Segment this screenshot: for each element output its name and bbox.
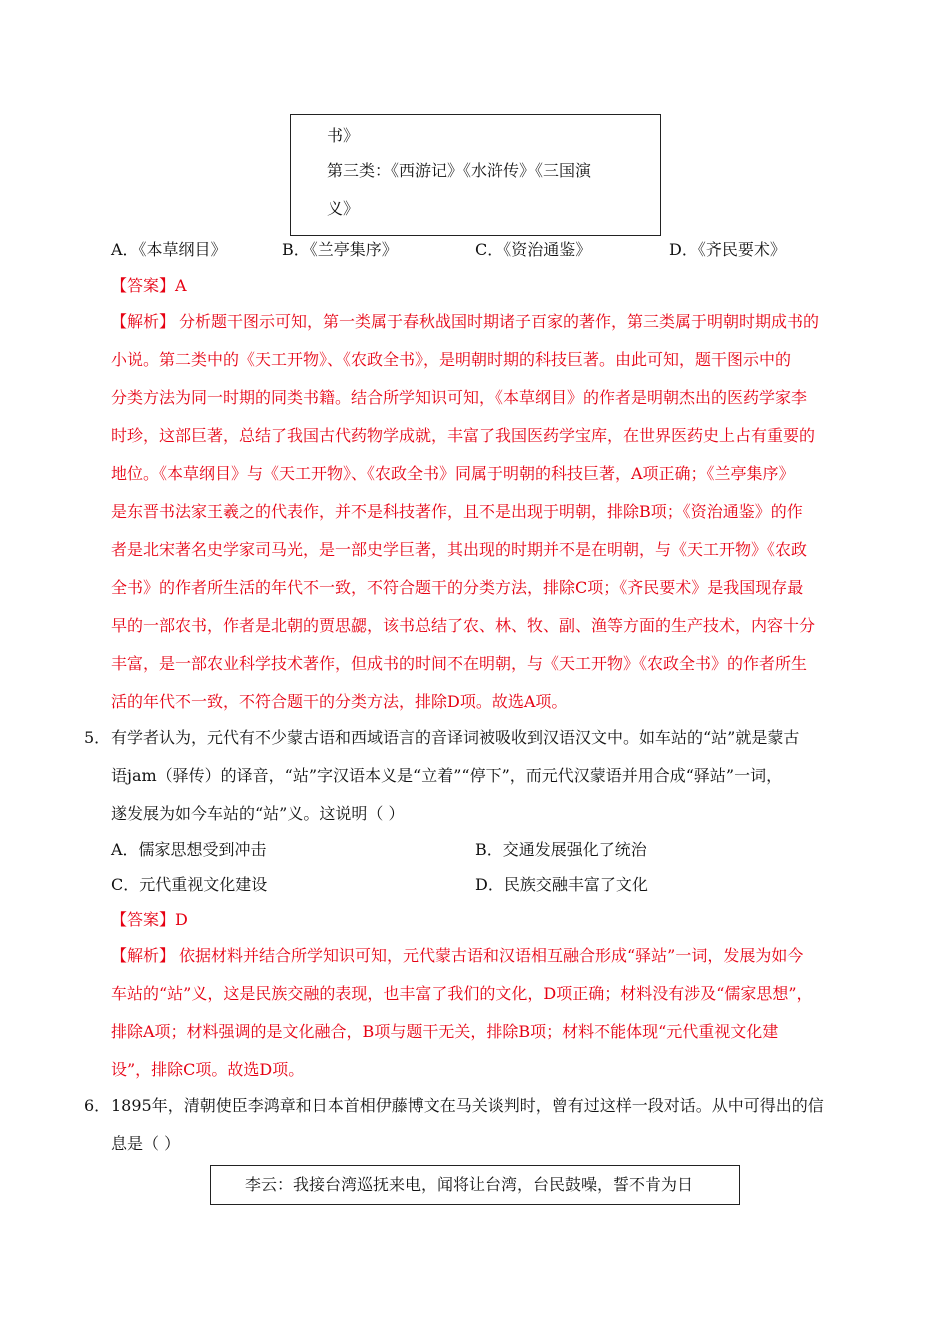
q6-material-box — [210, 1165, 740, 1205]
q4-analysis-line: 全书》的作者所生活的年代不一致，不符合题干的分类方法，排除C项；《齐民要术》是我国现存最 — [111, 578, 804, 597]
q4-answer: 【答案】A — [111, 276, 187, 295]
q4-analysis-line: 者是北宋著名史学家司马光，是一部史学巨著，其出现的时期并不是在明朝，与《天工开物》《农政 — [111, 540, 808, 559]
q4-analysis-line: 是东晋书法家王羲之的代表作，并不是科技著作，且不是出现于明朝，排除B项；《资治通鉴》的作 — [111, 502, 803, 521]
q5-analysis-label: 【解析】 — [111, 946, 176, 965]
q5-option-b: B．交通发展强化了统治 — [475, 840, 647, 859]
q6-box-line: 李云：我接台湾巡抚来电，闻将让台湾，台民鼓噪，誓不肯为日 — [245, 1175, 694, 1194]
q6-stem-line: 1895年，清朝使臣李鸿章和日本首相伊藤博文在马关谈判时，曾有过这样一段对话。从中可得出的信 — [111, 1096, 824, 1115]
q5-option-d: D．民族交融丰富了文化 — [475, 875, 648, 894]
q4-box-line: 书》 — [327, 126, 360, 145]
q4-box-line: 义》 — [327, 199, 360, 218]
q5-answer: 【答案】D — [111, 910, 188, 929]
q4-analysis-line: 地位。《本草纲目》与《天工开物》、《农政全书》同属于明朝的科技巨著，A项正确；《兰亭集序》 — [111, 464, 795, 483]
q4-analysis-line: 时珍，这部巨著，总结了我国古代药物学成就，丰富了我国医药学宝库，在世界医药史上占有重要的 — [111, 426, 816, 445]
q4-box-line: 第三类：《西游记》《水浒传》《三国演 — [327, 161, 592, 180]
q4-analysis-label: 【解析】 — [111, 312, 176, 331]
q4-analysis-line: 小说。第二类中的《天工开物》、《农政全书》，是明朝时期的科技巨著。由此可知，题干图示中的 — [111, 350, 792, 369]
q5-analysis-line: 依据材料并结合所学知识可知，元代蒙古语和汉语相互融合形成“驿站”一词，发展为如今 — [179, 946, 804, 965]
q5-option-c: C．元代重视文化建设 — [111, 875, 268, 894]
q5-analysis-line: 排除A项；材料强调的是文化融合，B项与题干无关，排除B项；材料不能体现“元代重视文化建 — [111, 1022, 779, 1041]
q4-option-d: D．《齐民要术》 — [669, 240, 786, 259]
q6-number: 6． — [84, 1096, 111, 1115]
q4-option-b: B．《兰亭集序》 — [282, 240, 398, 259]
q4-option-c: C．《资治通鉴》 — [475, 240, 592, 259]
q4-analysis-line: 分类方法为同一时期的同类书籍。结合所学知识可知，《本草纲目》的作者是明朝杰出的医药学家李 — [111, 388, 808, 407]
q5-analysis-line: 车站的“站”义，这是民族交融的表现，也丰富了我们的文化，D项正确；材料没有涉及“儒家思想”， — [111, 984, 813, 1003]
q4-analysis-line: 活的年代不一致，不符合题干的分类方法，排除D项。故选A项。 — [111, 692, 568, 711]
q5-stem-line: 语jam（驿传）的译音，“站”字汉语本义是“立着”“停下”，而元代汉蒙语并用合成“驿站”一词， — [111, 766, 783, 785]
q4-analysis-line: 早的一部农书，作者是北朝的贾思勰，该书总结了农、林、牧、副、渔等方面的生产技术，内容十分 — [111, 616, 816, 635]
q4-material-box — [290, 114, 661, 236]
q6-stem-line: 息是（ ） — [111, 1134, 181, 1153]
q5-number: 5． — [84, 728, 111, 747]
q5-analysis-line: 设”，排除C项。故选D项。 — [111, 1060, 305, 1079]
q4-option-a: A．《本草纲目》 — [111, 240, 227, 259]
q4-analysis-line: 分析题干图示可知，第一类属于春秋战国时期诸子百家的著作，第三类属于明朝时期成书的 — [179, 312, 820, 331]
q5-stem-line: 遂发展为如今车站的“站”义。这说明（ ） — [111, 804, 405, 823]
q5-option-a: A．儒家思想受到冲击 — [111, 840, 267, 859]
q5-stem-line: 有学者认为，元代有不少蒙古语和西域语言的音译词被吸收到汉语汉文中。如车站的“站”就是蒙古 — [111, 728, 800, 747]
q4-analysis-line: 丰富，是一部农业科学技术著作，但成书的时间不在明朝，与《天工开物》《农政全书》的作者所生 — [111, 654, 808, 673]
